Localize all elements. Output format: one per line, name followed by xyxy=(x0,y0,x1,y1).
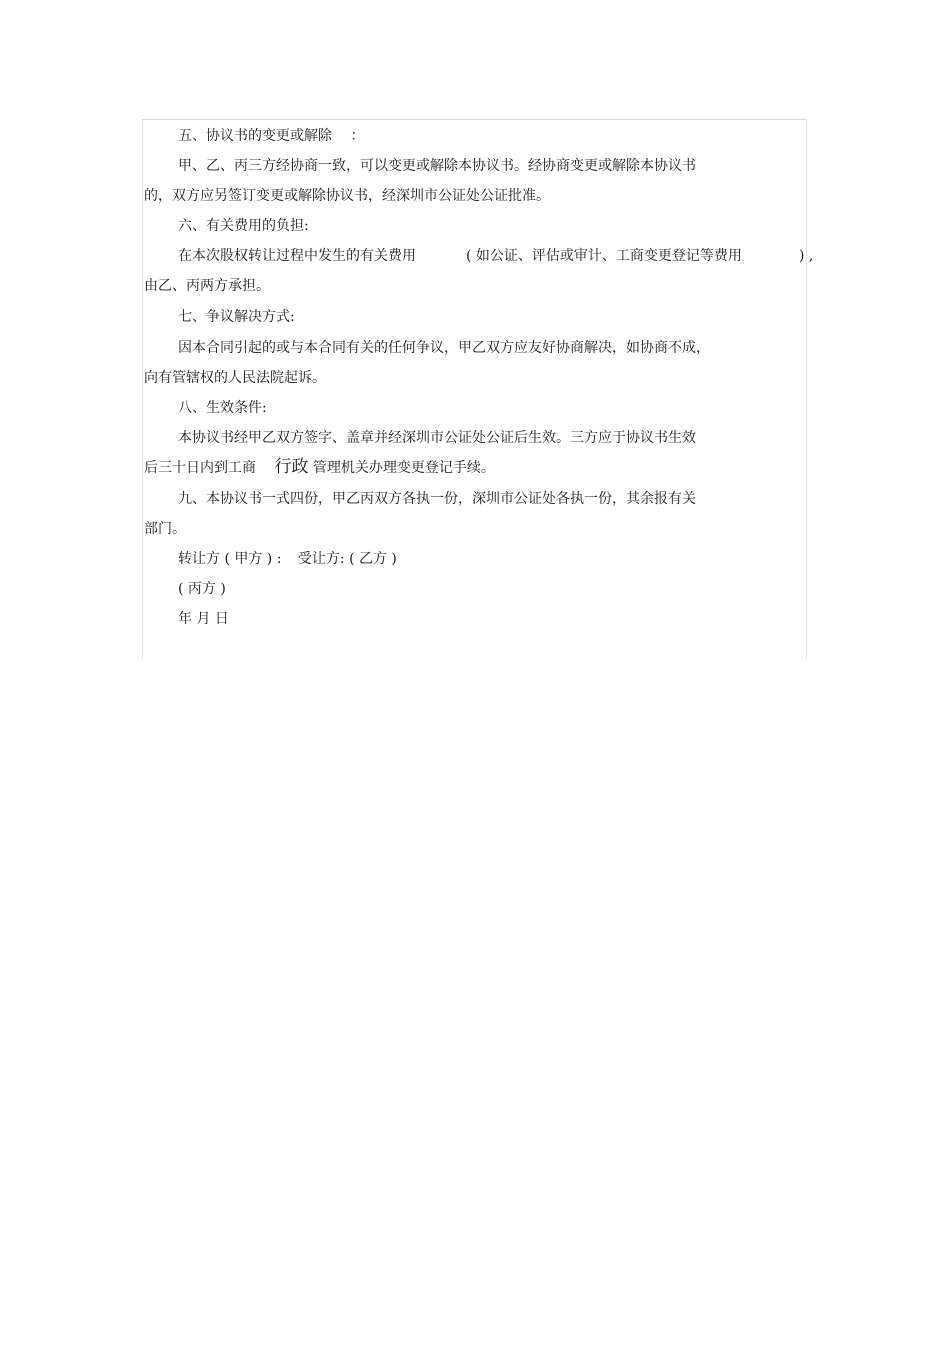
section6-paragraph-line1a: 在本次股权转让过程中发生的有关费用 xyxy=(178,248,416,264)
section8-line2-part2: 行政 xyxy=(274,457,309,477)
section6-paragraph-line1c: ) , xyxy=(799,248,814,264)
section5-heading: 五、协议书的变更或解除 xyxy=(178,128,332,144)
transferee-label: 受让方: ( 乙方 ) xyxy=(297,551,397,567)
section7-paragraph-line2: 向有管辖权的人民法院起诉。 xyxy=(144,370,326,386)
section5-heading-row xyxy=(178,127,364,145)
section7-heading: 七、争议解决方式: xyxy=(178,309,295,325)
section9-paragraph-line2: 部门。 xyxy=(144,521,186,537)
section6-paragraph-line1b: ( 如公证、评估或审计、工商变更登记等费用 xyxy=(466,248,742,264)
party-c-label: ( 丙方 ) xyxy=(178,581,226,597)
section8-paragraph-line2 xyxy=(144,458,495,477)
section8-line2-part1: 后三十日内到工商 xyxy=(144,460,256,476)
date-line: 年 月 日 xyxy=(178,611,229,627)
section8-heading: 八、生效条件: xyxy=(178,400,267,416)
section5-paragraph-line1: 甲、乙、丙三方经协商一致，可以变更或解除本协议书。经协商变更或解除本协议书 xyxy=(178,158,696,174)
section8-paragraph-line1: 本协议书经甲乙双方签字、盖章并经深圳市公证处公证后生效。三方应于协议书生效 xyxy=(178,430,696,446)
section6-paragraph-line2: 由乙、丙两方承担。 xyxy=(144,278,270,294)
section8-line2-part3: 管理机关办理变更登记手续。 xyxy=(312,460,495,476)
section7-paragraph-line1: 因本合同引起的或与本合同有关的任何争议，甲乙双方应友好协商解决，如协商不成， xyxy=(178,340,710,356)
section5-colon: ： xyxy=(350,128,365,144)
signature-row xyxy=(178,550,397,568)
section5-paragraph-line2: 的，双方应另签订变更或解除协议书，经深圳市公证处公证批准。 xyxy=(144,188,550,204)
section6-heading: 六、有关费用的负担: xyxy=(178,218,309,234)
transferor-label: 转让方 ( 甲方 ) : xyxy=(178,551,282,567)
section9-paragraph-line1: 九、本协议书一式四份，甲乙丙双方各执一份，深圳市公证处各执一份，其余报有关 xyxy=(178,491,696,507)
